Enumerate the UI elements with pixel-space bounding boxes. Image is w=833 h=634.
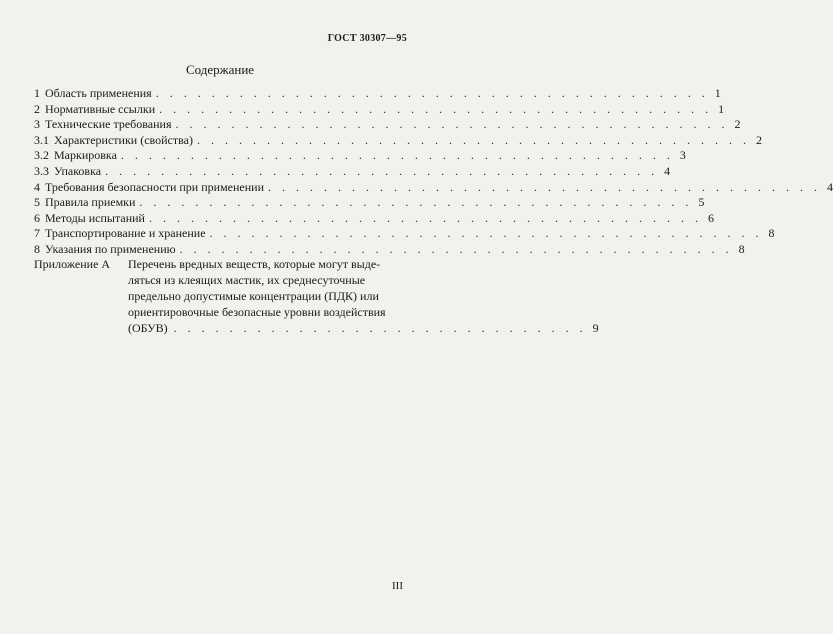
dot-leader: . . . . . . . . . . . . . . . . . . . . . . . . . . . . . . . . . . . . . . . . <box>196 132 750 147</box>
dot-leader: . . . . . . . . . . . . . . . . . . . . . . . . . . . . . . . . . . . . . . . . <box>159 101 713 116</box>
toc-page-number: 1 <box>718 101 725 116</box>
appendix-last-text: (ОБУВ) <box>128 321 168 335</box>
dot-leader: . . . . . . . . . . . . . . . . . . . . . . . . . . . . . . . . . . . . . . . . <box>139 195 693 210</box>
toc-section-number: 1 <box>34 86 40 100</box>
appendix-line: ляться из клеящих мастик, их среднесуточные <box>128 273 366 287</box>
toc-row <box>34 163 671 180</box>
toc-row <box>34 179 833 196</box>
dot-leader: . . . . . . . . . . . . . . . . . . . . . . . . . . . . . . . . . . . . . . . . <box>120 148 674 163</box>
toc-section-number: 7 <box>34 226 40 241</box>
toc-section-number: 2 <box>34 101 40 116</box>
toc-row <box>34 86 721 102</box>
toc-section-number: 6 <box>34 210 40 225</box>
page-title: Содержание <box>185 62 255 77</box>
toc-row <box>34 148 686 164</box>
standard-code: ГОСТ 30307—95 <box>327 33 407 44</box>
toc-row <box>34 226 775 242</box>
toc-page-number: 8 <box>738 241 745 256</box>
toc-page-number: 3 <box>679 148 686 163</box>
appendix-last-line <box>128 320 599 336</box>
dot-leader: . . . . . . . . . . . . . . . . . . . . . . . . . . . . . . . . . . . . . . . . <box>105 163 659 178</box>
toc-section-number: 3.3 <box>34 163 49 178</box>
toc-row <box>34 101 725 118</box>
toc-page-number: 2 <box>755 132 762 147</box>
toc-section-title: Характеристики (свойства) <box>54 132 193 147</box>
toc-row <box>34 117 741 133</box>
toc-section-number: 8 <box>34 241 40 256</box>
toc-section-title: Указания по применению <box>45 241 176 256</box>
dot-leader: . . . . . . . . . . . . . . . . . . . . . . . . . . . . . . . . . . . . . . . . <box>148 210 702 225</box>
toc-page-number: 5 <box>698 195 705 210</box>
dot-leader: . . . . . . . . . . . . . . . . . . . . . . . . . . . . . . . . . . . . . . . . <box>268 179 821 194</box>
toc-page-number: 1 <box>714 86 721 100</box>
dot-leader: . . . . . . . . . . . . . . . . . . . . . . . . . . . . . . . . . . . . . . . . <box>179 241 733 256</box>
toc-section-number: 5 <box>34 195 40 210</box>
appendix-label: Приложение А <box>34 257 111 271</box>
appendix-page-number: 9 <box>592 321 599 335</box>
dot-leader: . . . . . . . . . . . . . . . . . . . . . . . . . . . . . . . . . . . . . . . . <box>155 86 709 100</box>
toc-page-number: 4 <box>827 179 833 194</box>
appendix-line: Перечень вредных веществ, которые могут выде- <box>128 257 381 271</box>
toc-section-title: Область применения <box>45 86 152 100</box>
toc-row <box>34 210 714 227</box>
toc-row <box>34 195 705 211</box>
table-of-contents <box>34 86 833 258</box>
toc-page-number: 2 <box>734 117 741 132</box>
appendix-description <box>128 256 599 336</box>
toc-section-title: Правила приемки <box>45 195 136 210</box>
dot-leader: . . . . . . . . . . . . . . . . . . . . . . . . . . . . . . . . . . . . . . . . <box>175 117 729 132</box>
appendix-line: предельно допустимые концентрации (ПДК) или <box>128 289 379 303</box>
toc-section-title: Методы испытаний <box>45 210 145 225</box>
toc-page-number: 4 <box>664 163 671 178</box>
toc-section-number: 3.2 <box>34 148 49 163</box>
toc-row <box>34 132 762 149</box>
toc-section-title: Технические требования <box>45 117 172 132</box>
toc-page-number: 6 <box>707 210 714 225</box>
toc-section-title: Транспортирование и хранение <box>45 226 206 241</box>
toc-section-number: 3.1 <box>34 132 49 147</box>
appendix-line: ориентировочные безопасные уровни воздействия <box>128 305 386 319</box>
footer-page-number: III <box>392 580 403 592</box>
toc-section-title: Нормативные ссылки <box>45 101 156 116</box>
toc-section-title: Требования безопасности при применении <box>45 179 264 194</box>
toc-page-number: 8 <box>768 226 775 241</box>
dot-leader: . . . . . . . . . . . . . . . . . . . . . . . . . . . . . . <box>173 321 587 335</box>
toc-section-number: 4 <box>34 179 40 194</box>
dot-leader: . . . . . . . . . . . . . . . . . . . . . . . . . . . . . . . . . . . . . . . . <box>209 226 763 241</box>
toc-section-title: Упаковка <box>54 163 102 178</box>
toc-section-title: Маркировка <box>54 148 117 163</box>
toc-section-number: 3 <box>34 117 40 132</box>
